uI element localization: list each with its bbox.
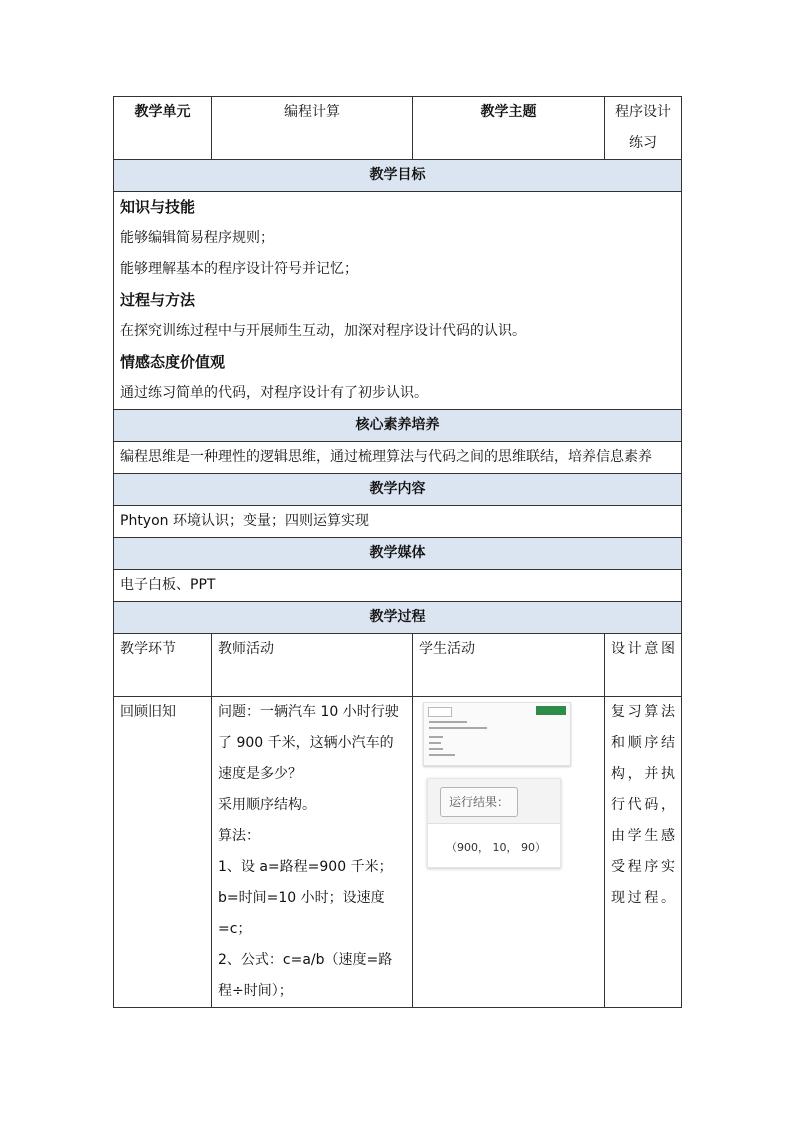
teacher-line-1: 问题：一辆汽车 10 小时行驶了 900 千米，这辆小汽车的速度是多少？ xyxy=(218,704,399,782)
review-student-cell xyxy=(413,697,605,1008)
process-row-review xyxy=(114,697,682,1008)
knowledge-item-2: 能够理解基本的程序设计符号并记忆； xyxy=(120,261,358,277)
code-line xyxy=(429,721,467,723)
topic-value: 程序设计练习 xyxy=(605,97,682,160)
goals-title: 教学目标 xyxy=(114,160,682,192)
literacy-band xyxy=(114,410,682,442)
process-band xyxy=(114,602,682,634)
media-row xyxy=(114,570,682,602)
content-text: Phtyon 环境认识；变量；四则运算实现 xyxy=(114,506,682,538)
col-teacher-header: 教师活动 xyxy=(212,634,413,697)
code-editor-screenshot xyxy=(423,702,571,766)
content-title: 教学内容 xyxy=(114,474,682,506)
review-teacher-cell xyxy=(212,697,413,1008)
process-method-item-1: 在探究训练过程中与开展师生互动，加深对程序设计代码的认识。 xyxy=(120,323,526,339)
col-intent-header: 设计意图 xyxy=(605,634,682,697)
goals-band xyxy=(114,160,682,192)
media-text: 电子白板、PPT xyxy=(114,570,682,602)
goals-cell xyxy=(114,192,682,410)
process-header-row xyxy=(114,634,682,697)
process-method-title: 过程与方法 xyxy=(120,291,196,309)
literacy-title: 核心素养培养 xyxy=(114,410,682,442)
emotion-item-1: 通过练习简单的代码，对程序设计有了初步认识。 xyxy=(120,385,428,401)
review-intent: 复习算法和顺序结构，并执行代码，由学生感受程序实现过程。 xyxy=(605,697,682,1008)
code-line xyxy=(429,742,441,744)
teacher-line-4: 1、设 a=路程=900 千米；b=时间=10 小时；设速度=c； xyxy=(218,859,393,937)
code-line xyxy=(429,736,443,738)
col-student-header: 学生活动 xyxy=(413,634,605,697)
run-result-screenshot xyxy=(427,778,561,868)
header-row xyxy=(114,97,682,160)
knowledge-item-1: 能够编辑简易程序规则； xyxy=(120,230,274,246)
code-line xyxy=(429,727,487,729)
review-stage: 回顾旧知 xyxy=(114,697,212,1008)
editor-tab xyxy=(428,707,452,717)
run-button-image xyxy=(536,706,566,715)
process-title: 教学过程 xyxy=(114,602,682,634)
emotion-title: 情感态度价值观 xyxy=(120,353,226,371)
lesson-plan-table xyxy=(113,96,682,1008)
unit-label: 教学单元 xyxy=(114,97,212,160)
col-stage-header: 教学环节 xyxy=(114,634,212,697)
content-band xyxy=(114,474,682,506)
code-line xyxy=(429,754,455,756)
content-row xyxy=(114,506,682,538)
run-result-label: 运行结果： xyxy=(440,787,518,817)
code-line xyxy=(429,748,443,750)
goals-row xyxy=(114,192,682,410)
topic-label: 教学主题 xyxy=(413,97,605,160)
teacher-line-3: 算法： xyxy=(218,828,260,844)
teacher-line-5: 2、公式：c=a/b（速度=路程÷时间）； xyxy=(218,952,393,999)
knowledge-title: 知识与技能 xyxy=(120,198,196,216)
media-band xyxy=(114,538,682,570)
unit-value: 编程计算 xyxy=(212,97,413,160)
media-title: 教学媒体 xyxy=(114,538,682,570)
run-result-output: （900， 10， 90） xyxy=(446,841,546,854)
teacher-line-2: 采用顺序结构。 xyxy=(218,797,316,813)
literacy-row xyxy=(114,442,682,474)
literacy-text: 编程思维是一种理性的逻辑思维，通过梳理算法与代码之间的思维联结，培养信息素养 xyxy=(114,442,682,474)
